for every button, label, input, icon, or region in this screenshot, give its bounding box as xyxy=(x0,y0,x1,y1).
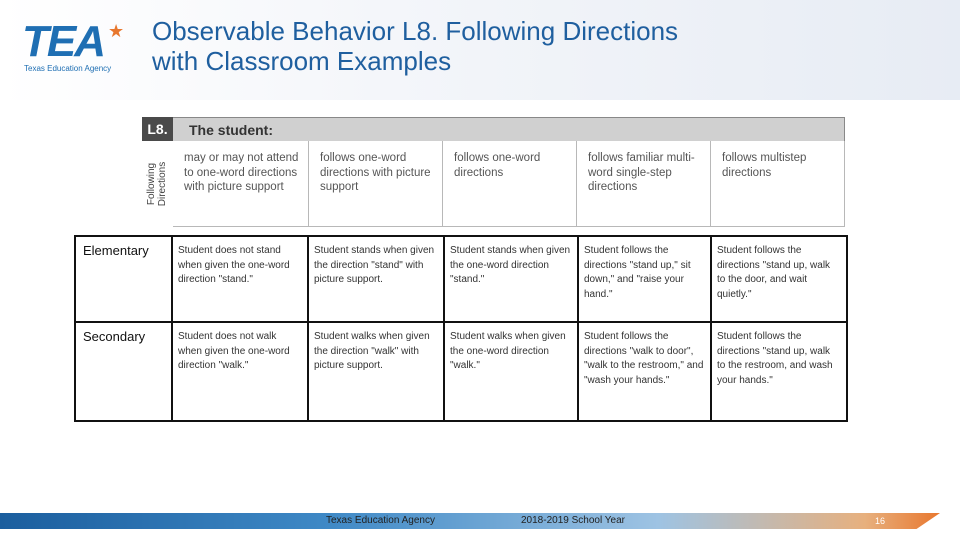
table-cell: Student follows the directions "walk to door", "walk to the restroom," and "wash your hands." xyxy=(578,322,711,421)
table-cell: Student stands when given the direction "stand" with picture support. xyxy=(308,236,444,322)
side-label-line1: Following xyxy=(146,162,157,206)
page-title-line2: with Classroom Examples xyxy=(152,46,452,76)
rubric-level-2: follows one-word directions with picture support xyxy=(309,141,443,227)
footer-bar xyxy=(0,513,940,529)
footer-school-year: 2018-2019 School Year xyxy=(521,515,625,526)
table-cell: Student follows the directions "stand up, walk to the door, and wait quietly." xyxy=(711,236,847,322)
page-title-line1: Observable Behavior L8. Following Directions xyxy=(152,16,679,46)
logo-wordmark: TEA xyxy=(22,17,104,66)
rubric-level-1: may or may not attend to one-word directions with picture support xyxy=(173,141,309,227)
rubric-heading: The student: xyxy=(173,117,845,141)
row-label-secondary: Secondary xyxy=(75,322,172,421)
table-cell: Student walks when given the direction "walk" with picture support. xyxy=(308,322,444,421)
table-row xyxy=(75,236,847,322)
examples-table xyxy=(74,235,848,422)
table-cell: Student walks when given the one-word direction "walk." xyxy=(444,322,578,421)
rubric-code: L8. xyxy=(142,117,173,141)
footer-agency: Texas Education Agency xyxy=(326,515,435,526)
rubric-side-label xyxy=(142,141,173,227)
table-cell: Student follows the directions "stand up, walk to the restroom, and wash your hands." xyxy=(711,322,847,421)
page-title xyxy=(152,16,852,76)
page-number: 16 xyxy=(874,516,885,526)
tea-logo xyxy=(22,17,132,80)
table-cell: Student does not walk when given the one-word direction "walk." xyxy=(172,322,308,421)
rubric-level-4: follows familiar multi-word single-step directions xyxy=(577,141,711,227)
rubric-excerpt xyxy=(142,117,845,227)
side-label-line2: Directions xyxy=(157,161,168,207)
rubric-level-3: follows one-word directions xyxy=(443,141,577,227)
rubric-level-5: follows multistep directions xyxy=(711,141,845,227)
table-row xyxy=(75,322,847,421)
table-cell: Student follows the directions "stand up," sit down," and "raise your hand." xyxy=(578,236,711,322)
table-cell: Student does not stand when given the one-word direction "stand." xyxy=(172,236,308,322)
logo-subtitle: Texas Education Agency xyxy=(24,64,112,73)
star-icon: ★ xyxy=(108,21,125,41)
row-label-elementary: Elementary xyxy=(75,236,172,322)
table-cell: Student stands when given the one-word direction "stand." xyxy=(444,236,578,322)
